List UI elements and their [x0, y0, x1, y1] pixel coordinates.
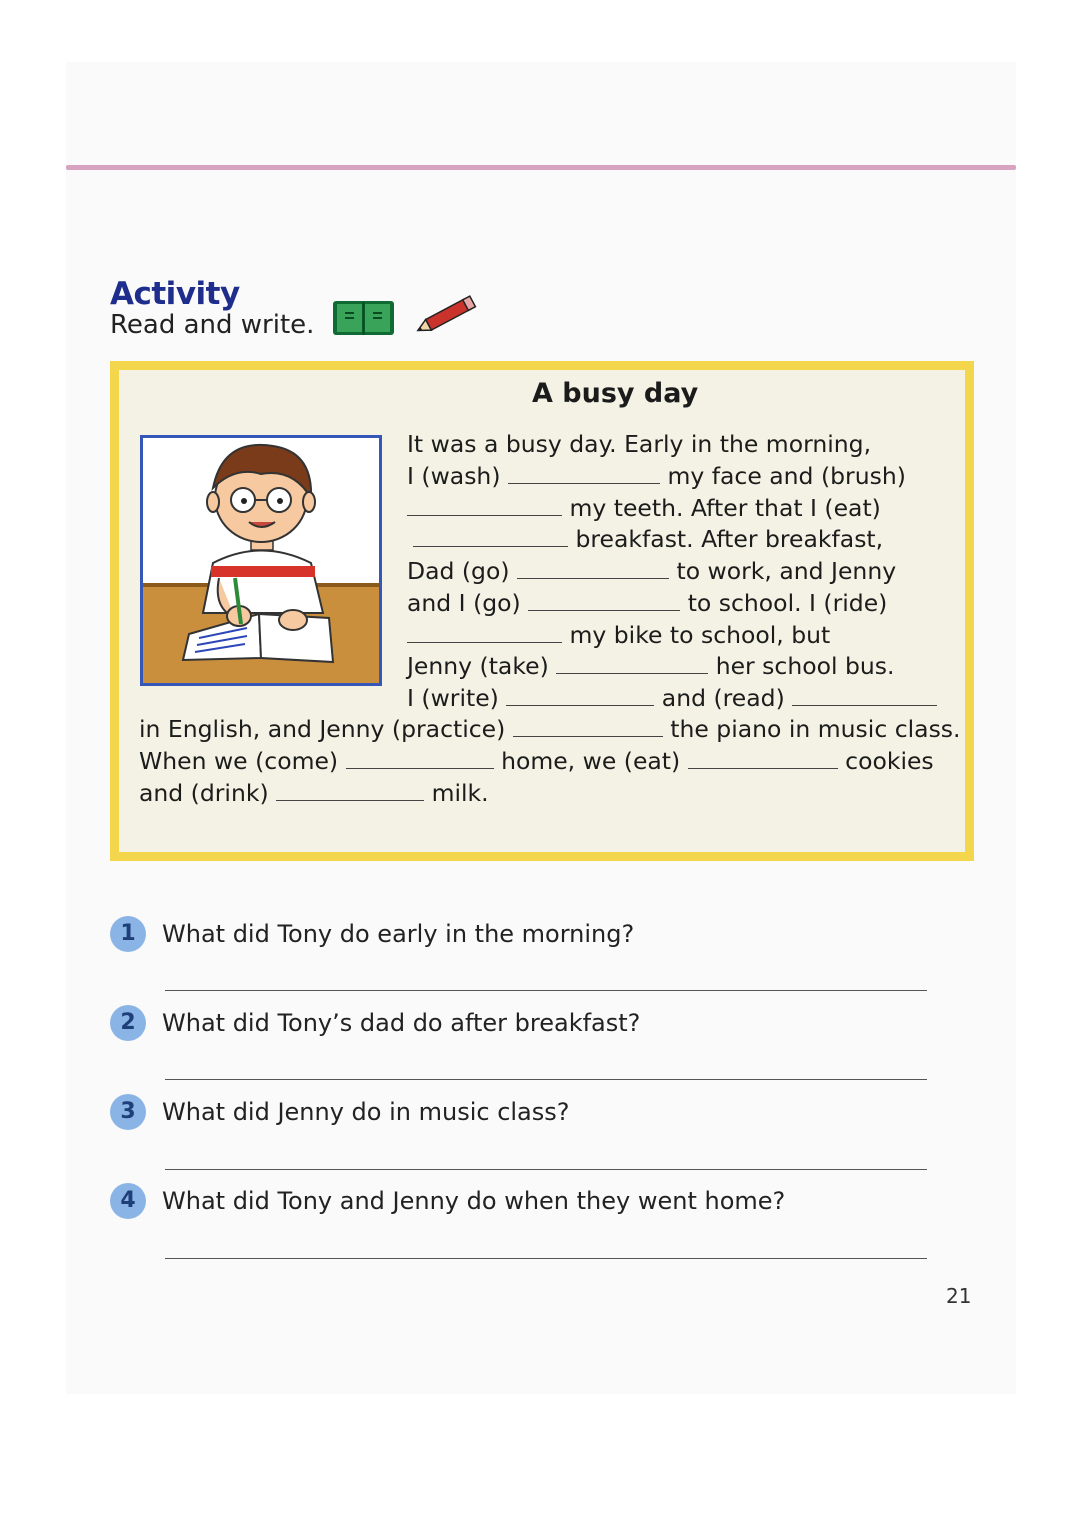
- activity-heading: Activity: [110, 276, 240, 312]
- answer-blank[interactable]: [528, 588, 680, 611]
- story-text: my bike to school, but: [569, 621, 831, 649]
- question-number-badge: 4: [110, 1183, 146, 1219]
- story-text: and (drink): [139, 779, 269, 807]
- story-line-5: [407, 556, 896, 585]
- answer-blank[interactable]: [407, 493, 562, 516]
- story-text: Dad (go): [407, 557, 510, 585]
- question-1: [110, 916, 940, 956]
- answer-blank[interactable]: [688, 746, 838, 769]
- question-4: [110, 1183, 940, 1223]
- activity-instruction: Read and write.: [110, 310, 315, 340]
- story-text: in English, and Jenny (practice): [139, 715, 506, 743]
- question-2: [110, 1005, 940, 1045]
- answer-blank[interactable]: [276, 778, 424, 801]
- pencil-icon: [412, 294, 482, 336]
- question-text: What did Tony’s dad do after breakfast?: [162, 1009, 641, 1037]
- story-text: to school. I (ride): [687, 589, 888, 617]
- story-line-3: [407, 493, 881, 522]
- question-number-badge: 3: [110, 1094, 146, 1130]
- open-book-icon: [332, 298, 396, 338]
- answer-blank[interactable]: [413, 524, 568, 547]
- story-text: home, we (eat): [501, 747, 681, 775]
- answer-line-4[interactable]: [165, 1258, 927, 1259]
- question-text: What did Jenny do in music class?: [162, 1098, 570, 1126]
- story-line-10: [139, 714, 961, 743]
- story-text: I (wash): [407, 462, 501, 490]
- question-text: What did Tony do early in the morning?: [162, 920, 635, 948]
- story-title: A busy day: [532, 378, 699, 409]
- answer-blank[interactable]: [517, 556, 669, 579]
- story-text: I (write): [407, 684, 499, 712]
- question-number-badge: 1: [110, 916, 146, 952]
- story-text: milk.: [431, 779, 489, 807]
- story-text: Jenny (take): [407, 652, 549, 680]
- story-line-1: It was a busy day. Early in the morning,: [407, 430, 872, 458]
- answer-blank[interactable]: [506, 683, 654, 706]
- story-line-4: [413, 524, 883, 553]
- story-text: cookies: [845, 747, 934, 775]
- question-number-badge: 2: [110, 1005, 146, 1041]
- story-text: and (read): [661, 684, 785, 712]
- boy-writing-illustration: [140, 435, 382, 686]
- boy-writing-illustration-drawing: [143, 438, 379, 683]
- story-text: When we (come): [139, 747, 339, 775]
- story-text: my face and (brush): [667, 462, 906, 490]
- top-divider: [66, 165, 1016, 170]
- story-line-9: [407, 683, 937, 712]
- question-text: What did Tony and Jenny do when they went home?: [162, 1187, 786, 1215]
- story-text: the piano in music class.: [670, 715, 961, 743]
- story-line-12: [139, 778, 489, 807]
- story-line-7: [407, 620, 830, 649]
- answer-line-2[interactable]: [165, 1079, 927, 1080]
- story-text: her school bus.: [715, 652, 895, 680]
- story-text: my teeth. After that I (eat): [569, 494, 881, 522]
- answer-blank[interactable]: [508, 461, 660, 484]
- answer-line-3[interactable]: [165, 1169, 927, 1170]
- story-line-6: [407, 588, 887, 617]
- answer-blank[interactable]: [556, 651, 708, 674]
- story-text: to work, and Jenny: [676, 557, 897, 585]
- answer-line-1[interactable]: [165, 990, 927, 991]
- story-line-8: [407, 651, 895, 680]
- story-line-2: [407, 461, 906, 490]
- question-3: [110, 1094, 940, 1134]
- story-line-11: [139, 746, 934, 775]
- answer-blank[interactable]: [513, 714, 663, 737]
- story-text: and I (go): [407, 589, 521, 617]
- page-number: 21: [946, 1284, 972, 1308]
- answer-blank[interactable]: [346, 746, 494, 769]
- answer-blank[interactable]: [407, 620, 562, 643]
- answer-blank[interactable]: [792, 683, 937, 706]
- story-text: breakfast. After breakfast,: [575, 525, 884, 553]
